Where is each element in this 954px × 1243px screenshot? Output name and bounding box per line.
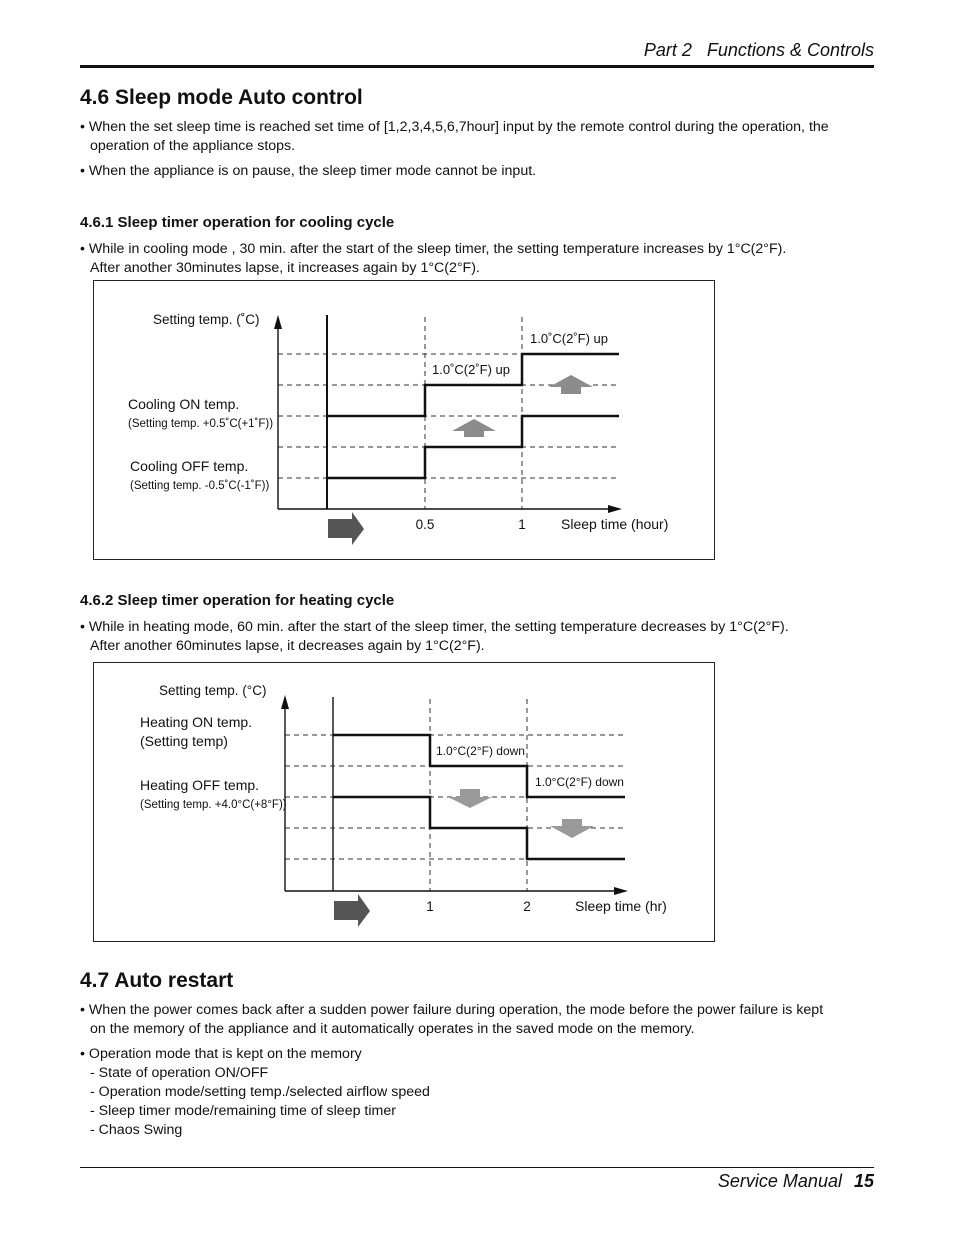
- s46-bullet-1-line1: • When the set sleep time is reached set time of [1,2,3,4,5,6,7hour] input by the remote control during the operation, the: [80, 119, 829, 135]
- x-tick-label: 1: [518, 517, 526, 532]
- x-axis-title: Sleep time (hour): [561, 516, 669, 532]
- s462-bullet-1-line1: • While in heating mode, 60 min. after the start of the sleep timer, the setting temperature decreases by 1°C(2°F).: [80, 619, 789, 635]
- s46-bullet-1-line2: operation of the appliance stops.: [90, 138, 296, 154]
- y-axis-arrow: [274, 315, 282, 329]
- s461-bullet-1: [80, 240, 786, 278]
- up-arrow-icon: [549, 375, 593, 394]
- heating-diagram: [93, 662, 715, 942]
- step-label-2: 1.0°C(2°F) down: [535, 775, 624, 789]
- section-4-6-title: 4.6 Sleep mode Auto control: [80, 86, 363, 109]
- s47-bullet-2-line: • Operation mode that is kept on the memory: [80, 1046, 362, 1062]
- y-axis-title: Setting temp. (°C): [159, 683, 267, 698]
- footer-rule: [80, 1167, 874, 1168]
- s46-bullet-2: • When the appliance is on pause, the sleep timer mode cannot be input.: [80, 163, 537, 179]
- start-right-arrow-icon: [328, 512, 364, 545]
- heating-on-sub: (Setting temp): [140, 733, 228, 749]
- s47-bullet-2: [80, 1045, 430, 1140]
- page-number: 15: [853, 1171, 874, 1191]
- heating-chart-svg: [94, 663, 714, 941]
- s462-bullet-1: [80, 618, 789, 656]
- x-tick-label: 2: [523, 899, 531, 914]
- page-footer: [718, 1171, 874, 1192]
- x-tick-label: 0.5: [415, 517, 435, 532]
- heating-on-label: Heating ON temp.: [140, 714, 253, 730]
- x-axis-arrow: [608, 505, 622, 513]
- section-4-7-title: 4.7 Auto restart: [80, 969, 234, 992]
- cooling-off-sub: (Setting temp. -0.5˚C(-1˚F)): [130, 480, 270, 492]
- up-arrow-icon: [452, 419, 496, 437]
- memory-item: - Operation mode/setting temp./selected airflow speed: [90, 1084, 430, 1100]
- down-arrow-icon: [550, 819, 594, 838]
- cooling-on-sub: (Setting temp. +0.5˚C(+1˚F)): [128, 418, 274, 430]
- s47-bullet-1: [80, 1001, 823, 1039]
- heating-off-sub: (Setting temp. +4.0°C(+8°F)): [140, 799, 287, 811]
- s47-bullet-1-line2: on the memory of the appliance and it automatically operates in the saved mode on the memory.: [90, 1021, 695, 1037]
- x-tick-label: 1: [426, 899, 434, 914]
- y-axis-title: Setting temp. (˚C): [153, 312, 260, 327]
- y-axis-arrow: [281, 695, 289, 709]
- footer-label: Service Manual: [717, 1171, 842, 1191]
- step-label-1: 1.0˚C(2˚F) up: [432, 362, 511, 377]
- down-arrow-icon: [448, 789, 492, 808]
- section-4-6-1-title: 4.6.1 Sleep timer operation for cooling cycle: [80, 214, 395, 231]
- s461-bullet-1-line2: After another 30minutes lapse, it increases again by 1°C(2°F).: [90, 260, 480, 276]
- cooling-chart-svg: [94, 281, 714, 559]
- s47-bullet-1-line1: • When the power comes back after a sudden power failure during operation, the mode before the power failure is kept: [80, 1002, 824, 1018]
- start-right-arrow-icon: [334, 894, 370, 927]
- x-axis-arrow: [614, 887, 628, 895]
- heating-off-label: Heating OFF temp.: [140, 777, 260, 793]
- step-label-2: 1.0˚C(2˚F) up: [530, 331, 609, 346]
- x-axis-title: Sleep time (hr): [575, 898, 667, 914]
- memory-item: - Chaos Swing: [90, 1122, 183, 1138]
- section-4-6-2-title: 4.6.2 Sleep timer operation for heating cycle: [80, 592, 395, 609]
- s461-bullet-1-line1: • While in cooling mode , 30 min. after the start of the sleep timer, the setting temperature increases by 1°C(2°F).: [80, 241, 787, 257]
- memory-item: - Sleep timer mode/remaining time of sleep timer: [90, 1103, 396, 1119]
- running-header: Part 2 Functions & Controls: [643, 40, 874, 60]
- cooling-off-label: Cooling OFF temp.: [130, 458, 249, 474]
- step-label-1: 1.0°C(2°F) down: [436, 744, 525, 758]
- header-rule: [80, 65, 874, 68]
- memory-item: - State of operation ON/OFF: [90, 1065, 269, 1081]
- s46-bullet-1: [80, 118, 829, 156]
- cooling-on-label: Cooling ON temp.: [128, 396, 240, 412]
- s462-bullet-1-line2: After another 60minutes lapse, it decreases again by 1°C(2°F).: [90, 638, 485, 654]
- cooling-diagram: [93, 280, 715, 560]
